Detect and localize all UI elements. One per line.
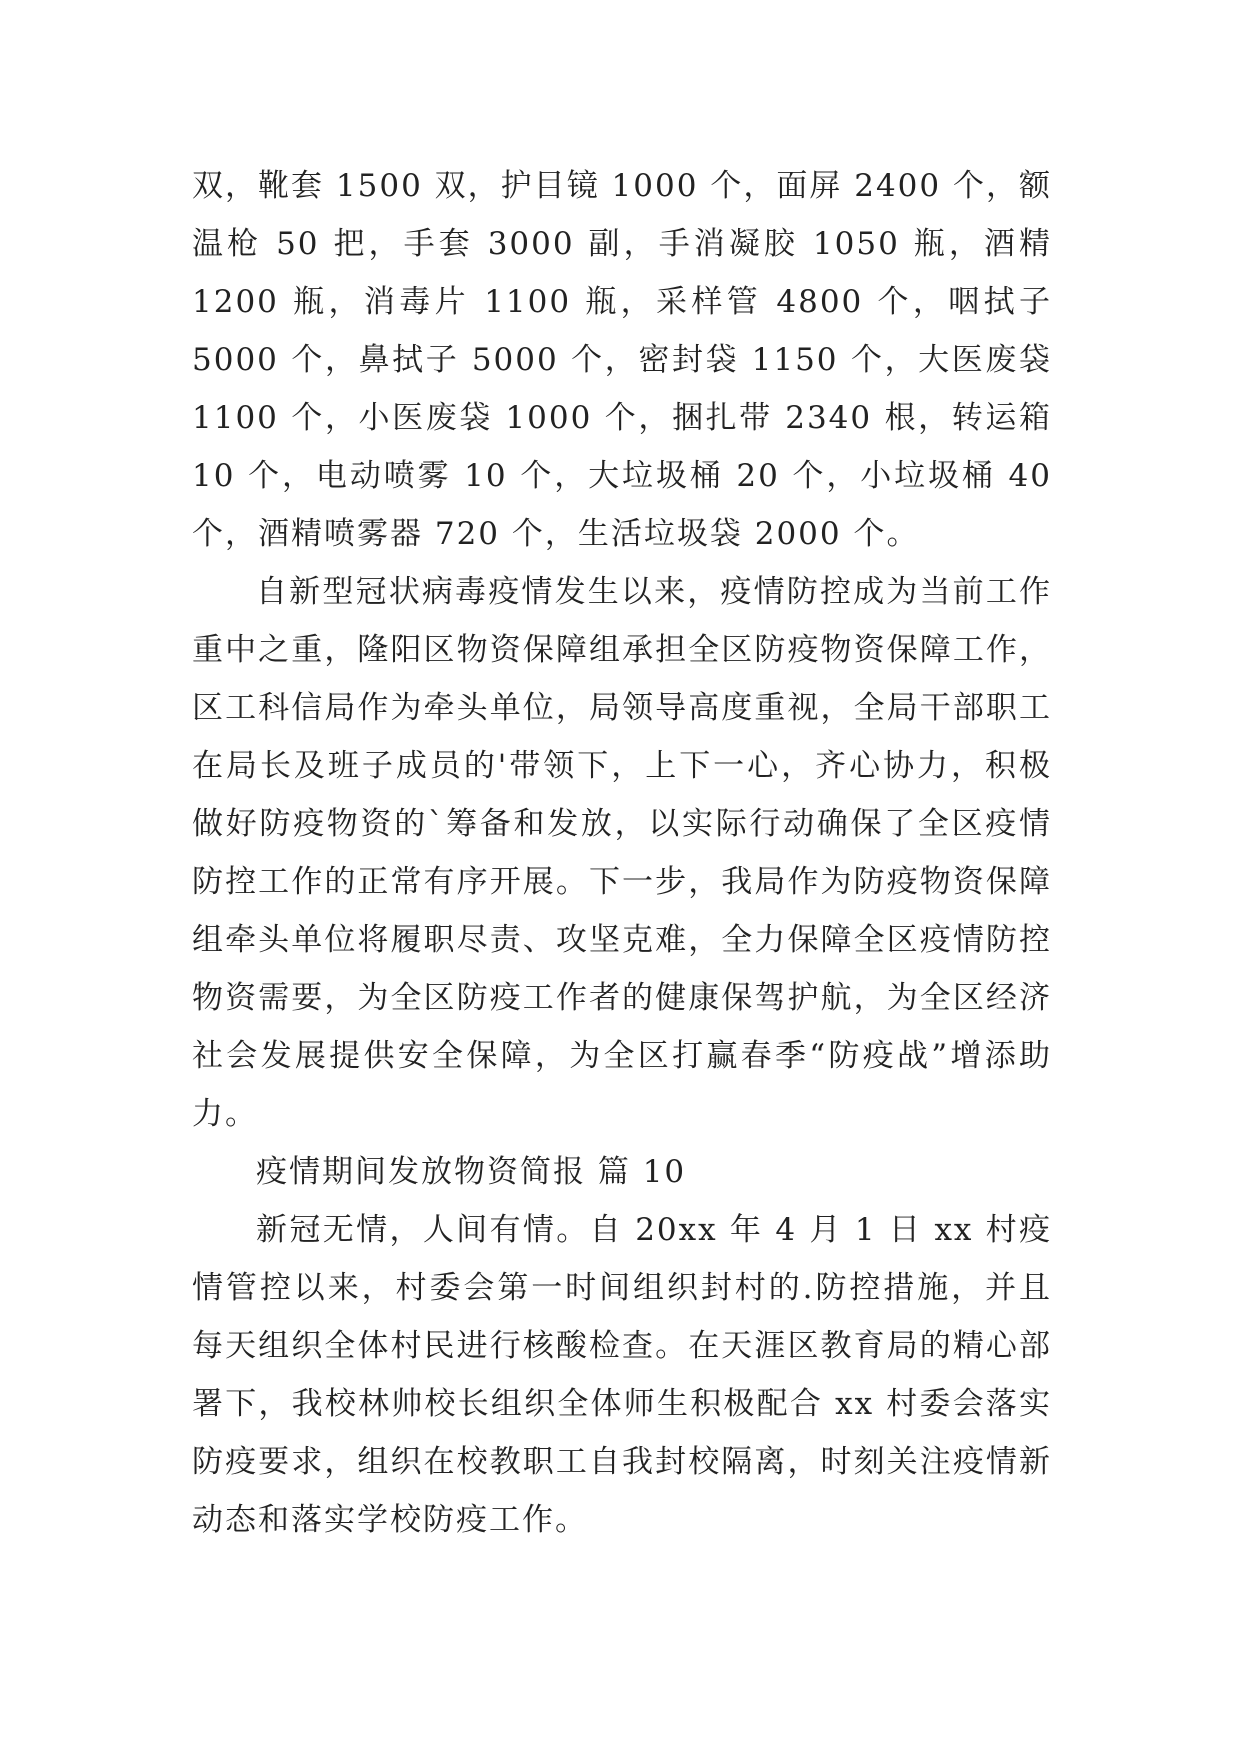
section-heading: 疫情期间发放物资简报 篇 10 (256, 1154, 687, 1190)
supply-list-paragraph: 双，靴套 1500 双，护目镜 1000 个，面屏 2400 个，额温枪 50 把，手套 3000 副，手消凝胶 1050 瓶，酒精 1200 瓶，消毒片 1100 瓶，采样管 4800 个，咽拭子 5000 个，鼻拭子 5000 个，密封袋 1150 个，大医废袋 1100 个，小医废袋 1000 个，捆扎带 2340 根，转运箱 10 个，电动喷雾 10 个，大垃圾桶 20 个，小垃圾桶 40 个，酒精喷雾器 720 个，生活垃圾袋 2000 个。 (192, 168, 1052, 552)
document-body (192, 157, 1052, 1549)
summary-paragraph: 自新型冠状病毒疫情发生以来，疫情防控成为当前工作重中之重，隆阳区物资保障组承担全区防疫物资保障工作，区工科信局作为牵头单位，局领导高度重视，全局干部职工在局长及班子成员的'带领下，上下一心，齐心协力，积极做好防疫物资的`筹备和发放，以实际行动确保了全区疫情防控工作的正常有序开展。下一步，我局作为防疫物资保障组牵头单位将履职尽责、攻坚克难，全力保障全区疫情防控物资需要，为全区防疫工作者的健康保驾护航，为全区经济社会发展提供安全保障，为全区打赢春季“防疫战”增添助力。 (192, 574, 1052, 1132)
village-paragraph: 新冠无情，人间有情。自 20xx 年 4 月 1 日 xx 村疫情管控以来，村委会第一时间组织封村的.防控措施，并且每天组织全体村民进行核酸检查。在天涯区教育局的精心部署下，我校林帅校长组织全体师生积极配合 xx 村委会落实防疫要求，组织在校教职工自我封校隔离，时刻关注疫情新动态和落实学校防疫工作。 (192, 1212, 1052, 1538)
